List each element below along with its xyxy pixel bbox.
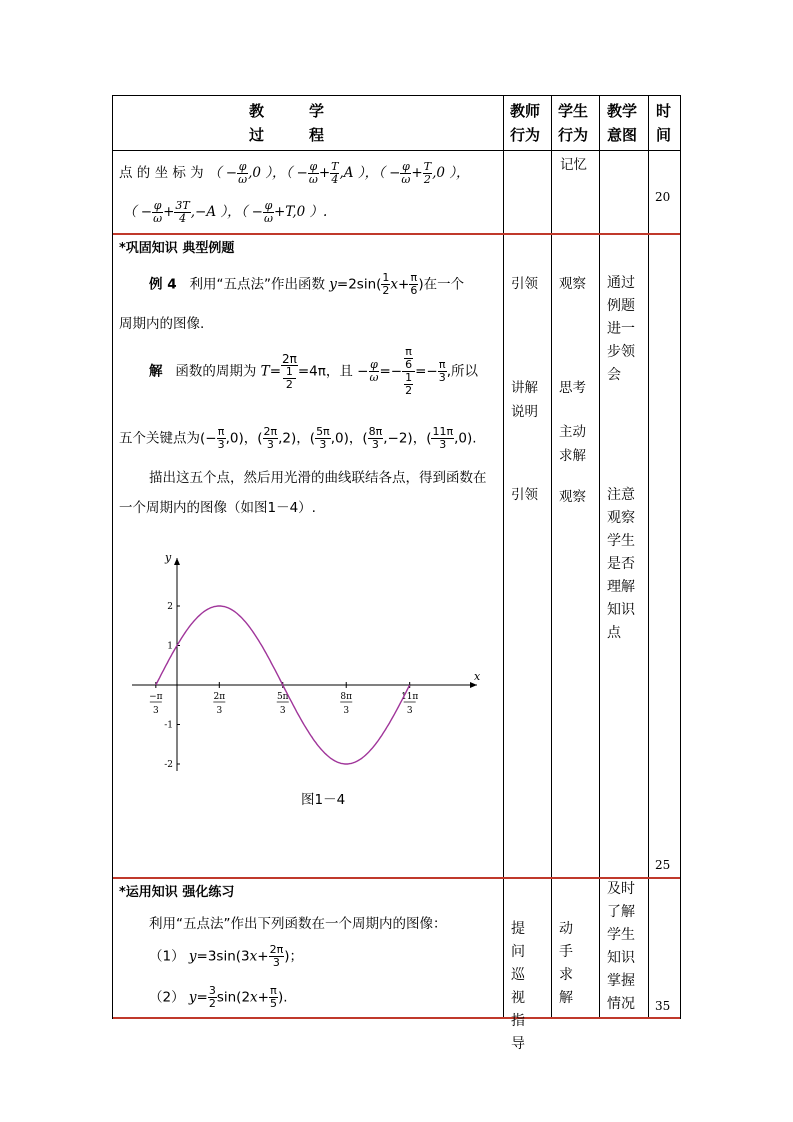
describe-line-2: 一个周期内的图像（如图1－4）. (119, 500, 316, 516)
header-process-2: 过 程 (249, 126, 325, 144)
row1-time: 20 (655, 190, 671, 204)
intent-2: 注意观察学生是否理解知识点 (607, 487, 635, 641)
example-text-a: 利用“五点法”作出函数 (189, 276, 325, 293)
keypoints-prefix: 五个关键点为 (119, 430, 200, 447)
row3-intent: 及时了解学生知识掌握情况 (607, 881, 635, 1012)
exercise-1: （1） y=3sin(3x+ $\frac{2\pi}{3}$ )； (149, 943, 303, 969)
row-divider (113, 150, 680, 151)
y-axis-arrow (174, 558, 180, 565)
teacher-action-3: 说明 (511, 404, 538, 420)
solution-text-c: 所以 (451, 363, 479, 380)
header-time-2: 间 (656, 126, 672, 144)
x-tick-label-denominator: 3 (343, 706, 350, 716)
y-tick-label: 2 (167, 602, 173, 612)
header-intent-1: 教学 (607, 102, 638, 120)
example-4-line: 例 4 利用“五点法”作出函数 y=2sin( $\frac{1}{2}$ x+ $\frac{\pi}{6}$ )在一个 (149, 271, 465, 297)
header-teacher-2: 行为 (510, 126, 541, 144)
x-tick-label: 8π (340, 692, 353, 702)
point-coords-label: 点 的 坐 标 为 (119, 165, 204, 181)
row2-time: 25 (655, 858, 671, 872)
y-axis-label: y (165, 551, 172, 564)
row-divider (113, 877, 680, 879)
x-tick-label: −π (149, 692, 163, 702)
lesson-table (112, 95, 681, 1052)
intent-1: 通过例题进一步领会 (607, 275, 635, 383)
exercise-2: （2） y= $\frac{3}{2}$ sin(2x+ $\frac{\pi}{5}$ ). (149, 984, 288, 1010)
header-time-1: 时 (656, 102, 672, 120)
solution-line: 解 函数的周期为 T= 2π 1 2 =4π，且 − $\frac{\varphi}{\omega}$ =− π 6 1 2 =− $\frac{\pi}{3}$ ,所以 (149, 345, 479, 397)
header-intent-2: 意图 (607, 126, 638, 144)
row1-student-action: 记忆 (560, 157, 587, 173)
y-tick-label: 1 (167, 641, 173, 652)
example-label: 例 4 (149, 276, 177, 293)
x-tick-label: 2π (213, 692, 226, 702)
row3-section-title: *运用知识 强化练习 (119, 885, 235, 900)
student-action-2: 思考 (559, 380, 586, 396)
keypoints-line: 五个关键点为(− $\frac{\pi}{3}$ ,0)，( $\frac{2\pi}{3}$ ,2)，( $\frac{5\pi}{3}$ ,0)，( $\frac{8\pi}{3}$ ,−2)，( $\frac{11\pi}{3}$ ,0). (119, 425, 477, 451)
x-tick-label-denominator: 3 (152, 706, 159, 716)
figure-caption: 图1－4 (301, 792, 346, 808)
row1-line2: （ − $\frac{\varphi}{\omega}$ + $\frac{3T}{4}$ ,−A ），（ − $\frac{\varphi}{\omega}$ +T,0 ）. (123, 199, 328, 225)
solution-text-b: ，且 (325, 363, 353, 380)
student-action-4: 求解 (559, 448, 586, 464)
row3-time: 35 (655, 999, 671, 1013)
solution-label: 解 (149, 363, 163, 380)
row1-line1: 点 的 坐 标 为 （ − $\frac{\varphi}{\omega}$ ,0 ），（ − $\frac{\varphi}{\omega}$ + $\frac{T}{4}$ ,A ），（ − $\frac{\varphi}{\omega}$ + $\frac{T}{2}$ ,0 ）， (119, 160, 470, 186)
x-tick-label-denominator: 3 (406, 706, 413, 716)
describe-line-1: 描出这五个点，然后用光滑的曲线联结各点，得到函数在 (149, 470, 487, 486)
student-action-5: 观察 (559, 489, 586, 505)
exercise-1-label: （1） (149, 948, 185, 965)
y-tick-label: -1 (164, 720, 173, 731)
row2-section-title: *巩固知识 典型例题 (119, 241, 235, 256)
teacher-action-1: 引领 (511, 276, 538, 292)
teacher-action-4: 引领 (511, 487, 538, 503)
x-tick-label-denominator: 3 (216, 706, 223, 716)
example-text-b: 在一个 (423, 276, 465, 293)
solution-text-a: 函数的周期为 (175, 363, 257, 380)
header-process-1: 教 学 (249, 102, 325, 120)
row3-student-action: 动手求解 (559, 921, 573, 1006)
x-tick-label-denominator: 3 (279, 706, 286, 716)
student-action-3: 主动 (559, 424, 586, 440)
row-divider (113, 1017, 680, 1019)
sine-graph (127, 546, 487, 776)
row-divider (113, 233, 680, 235)
y-tick-label: -2 (164, 760, 173, 770)
teacher-action-2: 讲解 (511, 380, 538, 396)
example-text-c: 周期内的图像. (119, 316, 205, 332)
student-action-1: 观察 (559, 276, 586, 292)
row3-teacher-action: 提问巡视指导 (511, 921, 525, 1052)
header-student-2: 行为 (558, 126, 589, 144)
x-tick-label: 11π (400, 692, 419, 702)
x-tick-label: 5π (276, 692, 289, 702)
header-teacher-1: 教师 (510, 102, 541, 120)
x-axis-label: x (474, 670, 481, 683)
row3-text: 利用“五点法”作出下列函数在一个周期内的图像： (149, 916, 447, 932)
header-student-1: 学生 (558, 102, 589, 120)
exercise-2-label: （2） (149, 989, 185, 1006)
